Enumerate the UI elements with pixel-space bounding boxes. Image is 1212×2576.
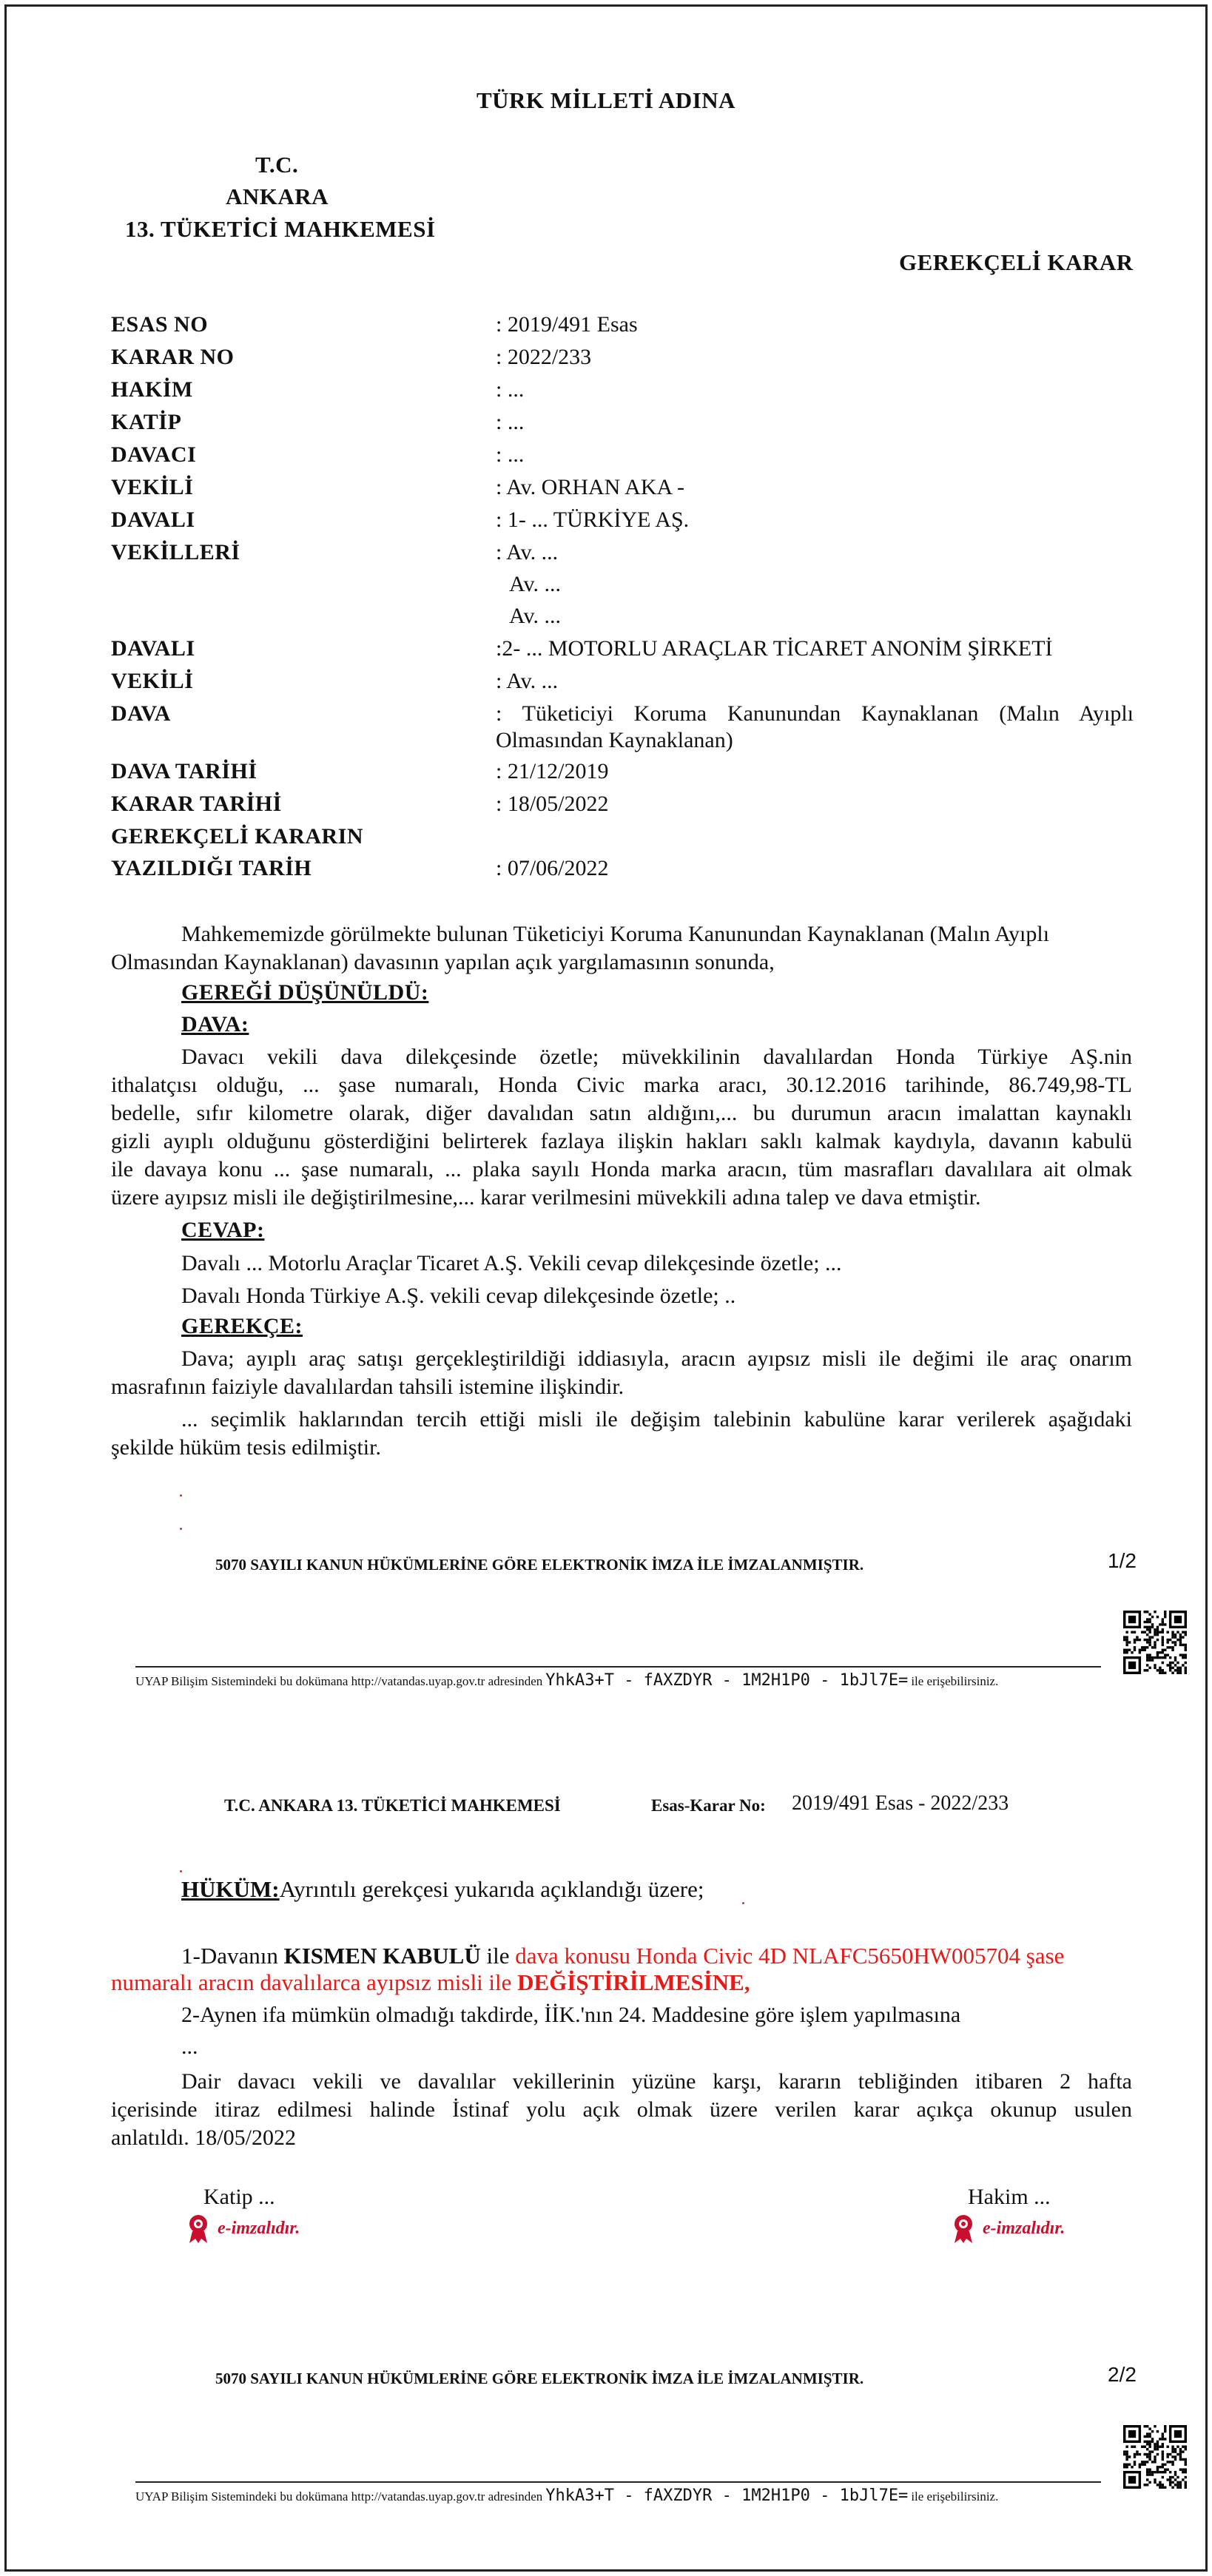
heading-dava: DAVA:	[181, 1012, 249, 1036]
hukum-label: HÜKÜM:	[181, 1876, 280, 1902]
info-label: DAVA	[111, 701, 171, 726]
info-value: Av. ...	[509, 604, 561, 628]
info-value: : ...	[496, 377, 525, 402]
info-value: : Av. ...	[496, 669, 559, 693]
paragraph-line: içerisinde itiraz edilmesi halinde İstinaf yolu açık olmak üzere verilen karar açıkça okunup usulen	[111, 2097, 1132, 2122]
hukum-item-1	[181, 1943, 1064, 1969]
intro-line-1: Mahkememizde görülmekte bulunan Tüketiciyi Koruma Kanunundan Kaynaklanan (Malın Ayıplı	[181, 922, 1050, 946]
red-mark	[742, 1902, 744, 1904]
info-value: : 1- ... TÜRKİYE AŞ.	[496, 508, 690, 532]
kismen-kabul: KISMEN KABULÜ	[283, 1943, 481, 1969]
esign-footer: 5070 SAYILI KANUN HÜKÜMLERİNE GÖRE ELEKTRONİK İMZA İLE İMZALANMIŞTIR.	[215, 1556, 864, 1574]
page-number: 1/2	[1108, 1549, 1137, 1572]
paragraph-line: ile davaya konu ... şase numaralı, ... plaka sayılı Honda marka aracın, tüm masrafları davalılara ait olmak	[111, 1157, 1132, 1181]
red-mark	[180, 1870, 182, 1872]
esas-karar-value: 2019/491 Esas - 2022/233	[792, 1792, 1009, 1815]
hukum-ellipsis: ...	[181, 2034, 198, 2059]
info-value: : 07/06/2022	[496, 856, 609, 880]
heading-cevap: CEVAP:	[181, 1218, 265, 1242]
katip-label: Katip ...	[203, 2185, 275, 2209]
cevap-line-1: Davalı ... Motorlu Araçlar Ticaret A.Ş. Vekili cevap dilekçesinde özetle; ...	[181, 1251, 842, 1275]
uyap-footer	[135, 2486, 998, 2505]
uyap-suffix: ile erişebilirsiniz.	[911, 2489, 999, 2503]
info-value: : Av. ORHAN AKA -	[496, 475, 685, 499]
hukum-text: Ayrıntılı gerekçesi yukarıda açıklandığı üzere;	[279, 1876, 704, 1902]
paragraph-line: bedelle, sıfır kilometre olarak, diğer davalıdan satın aldığını,... bu durumun aracın imalattan kaynaklı	[111, 1101, 1132, 1125]
intro-line-2: Olmasından Kaynaklanan) davasının yapılan açık yargılamasının sonunda,	[111, 950, 775, 974]
info-label: DAVALI	[111, 508, 195, 532]
item1-mid: ile	[480, 1943, 516, 1969]
paragraph-line: masrafının faiziyle davalılardan tahsili istemine ilişkindir.	[111, 1375, 624, 1399]
uyap-footer	[135, 1671, 998, 1690]
info-value-cont: Olmasından Kaynaklanan)	[496, 728, 733, 752]
esign-text: e-imzalıdır.	[983, 2218, 1065, 2238]
esign-text: e-imzalıdır.	[218, 2218, 300, 2238]
info-value: : 2019/491 Esas	[496, 312, 638, 337]
uyap-suffix: ile erişebilirsiniz.	[911, 1674, 999, 1688]
info-label: GEREKÇELİ KARARIN	[111, 824, 364, 849]
katip-esign	[184, 2212, 300, 2245]
paragraph-line: Dava; ayıplı araç satışı gerçekleştirildiği iddiasıyla, aracın ayıpsız misli ile değimi ile araç onarım	[181, 1346, 1132, 1371]
uyap-code: YhkA3+T - fAXZDYR - 1M2H1P0 - 1bJl7E=	[545, 1671, 909, 1690]
esas-karar-label: Esas-Karar No:	[651, 1796, 766, 1815]
info-value: : 18/05/2022	[496, 792, 609, 816]
red-mark	[180, 1494, 182, 1497]
tc-label: T.C.	[255, 152, 299, 178]
info-value: : Av. ...	[496, 540, 559, 564]
info-label: VEKİLİ	[111, 669, 194, 693]
info-label: HAKİM	[111, 377, 193, 402]
info-label: DAVA TARİHİ	[111, 759, 257, 783]
info-label: KARAR NO	[111, 345, 235, 369]
hukum-item-1-cont	[111, 1969, 750, 1996]
heading-geregi: GEREĞİ DÜŞÜNÜLDÜ:	[181, 980, 429, 1005]
nation-heading: TÜRK MİLLETİ ADINA	[476, 87, 736, 113]
info-label: ESAS NO	[111, 312, 209, 337]
item1-red-text-2: numaralı aracın davalılarca ayıpsız misli ile	[111, 1969, 518, 1995]
info-label: DAVALI	[111, 636, 195, 661]
info-label: KATİP	[111, 410, 182, 434]
item1-red-text: dava konusu Honda Civic 4D NLAFC5650HW005704 şase	[515, 1943, 1065, 1969]
esign-footer: 5070 SAYILI KANUN HÜKÜMLERİNE GÖRE ELEKTRONİK İMZA İLE İMZALANMIŞTIR.	[215, 2370, 864, 2387]
info-value: : ...	[496, 442, 525, 467]
paragraph-line: anlatıldı. 18/05/2022	[111, 2125, 296, 2150]
info-value: :2- ... MOTORLU ARAÇLAR TİCARET ANONİM ŞİRKETİ	[496, 636, 1053, 661]
info-label: YAZILDIĞI TARİH	[111, 856, 312, 880]
item1-prefix: 1-Davanın	[181, 1943, 284, 1969]
paragraph-line: gizli ayıplı olduğunu gösterdiğini belirterek fazlaya ilişkin hakları saklı kalmak kaydıyla, davanın kabulü	[111, 1129, 1132, 1153]
heading-gerekce: GEREKÇE:	[181, 1314, 303, 1338]
paragraph-line: üzere ayıpsız misli ile değiştirilmesine,... karar verilmesini müvekkili adına talep ve dava etmiştir.	[111, 1185, 981, 1210]
qr-code-icon	[1123, 2425, 1187, 2489]
hakim-label: Hakim ...	[968, 2185, 1051, 2209]
qr-code-icon	[1123, 1611, 1187, 1674]
paragraph-line: Dair davacı vekili ve davalılar vekillerinin yüzüne karşı, kararın tebliğinden itibaren 2 hafta	[181, 2069, 1132, 2094]
court-name: 13. TÜKETİCİ MAHKEMESİ	[125, 216, 436, 242]
info-label: VEKİLİ	[111, 475, 194, 499]
doc-type: GEREKÇELİ KARAR	[899, 249, 1134, 275]
hukum-line	[181, 1876, 704, 1903]
info-value: : 2022/233	[496, 345, 592, 369]
running-header: T.C. ANKARA 13. TÜKETİCİ MAHKEMESİ	[224, 1796, 561, 1815]
paragraph-line: ithalatçısı olduğu, ... şase numaralı, Honda Civic marka aracı, 30.12.2016 tarihinde, 86.749,98-TL	[111, 1073, 1132, 1097]
uyap-code: YhkA3+T - fAXZDYR - 1M2H1P0 - 1bJl7E=	[545, 2486, 909, 2505]
info-value: : 21/12/2019	[496, 759, 609, 783]
seal-icon	[184, 2212, 213, 2245]
footer-divider	[135, 2481, 1101, 2483]
uyap-text: UYAP Bilişim Sistemindeki bu dokümana http://vatandas.uyap.gov.tr adresinden	[135, 2489, 543, 2503]
uyap-text: UYAP Bilişim Sistemindeki bu dokümana http://vatandas.uyap.gov.tr adresinden	[135, 1674, 543, 1688]
city-label: ANKARA	[226, 183, 329, 209]
cevap-line-2: Davalı Honda Türkiye A.Ş. vekili cevap dilekçesinde özetle; ..	[181, 1284, 736, 1308]
paragraph-line: Davacı vekili dava dilekçesinde özetle; müvekkilinin davalılardan Honda Türkiye AŞ.nin	[181, 1045, 1132, 1069]
degistirilmesine: DEĞİŞTİRİLMESİNE,	[517, 1969, 750, 1995]
info-value: : ...	[496, 410, 525, 434]
info-label: KARAR TARİHİ	[111, 792, 282, 816]
red-mark	[180, 1528, 182, 1530]
info-label: VEKİLLERİ	[111, 540, 240, 564]
info-value: Av. ...	[509, 572, 561, 596]
hakim-esign	[949, 2212, 1065, 2245]
info-label: DAVACI	[111, 442, 197, 467]
paragraph-line: ... seçimlik haklarından tercih ettiği misli ile değişim talebinin kabulüne karar verilerek aşağıdaki	[181, 1407, 1132, 1432]
paragraph-line: şekilde hüküm tesis edilmiştir.	[111, 1435, 381, 1460]
seal-icon	[949, 2212, 978, 2245]
footer-divider	[135, 1666, 1101, 1668]
hukum-item-2: 2-Aynen ifa mümkün olmadığı takdirde, İİK.'nın 24. Maddesine göre işlem yapılmasına	[181, 2003, 961, 2027]
page-number: 2/2	[1108, 2363, 1137, 2386]
info-value: : Tüketiciyi Koruma Kanunundan Kaynaklanan (Malın Ayıplı	[496, 701, 1134, 726]
